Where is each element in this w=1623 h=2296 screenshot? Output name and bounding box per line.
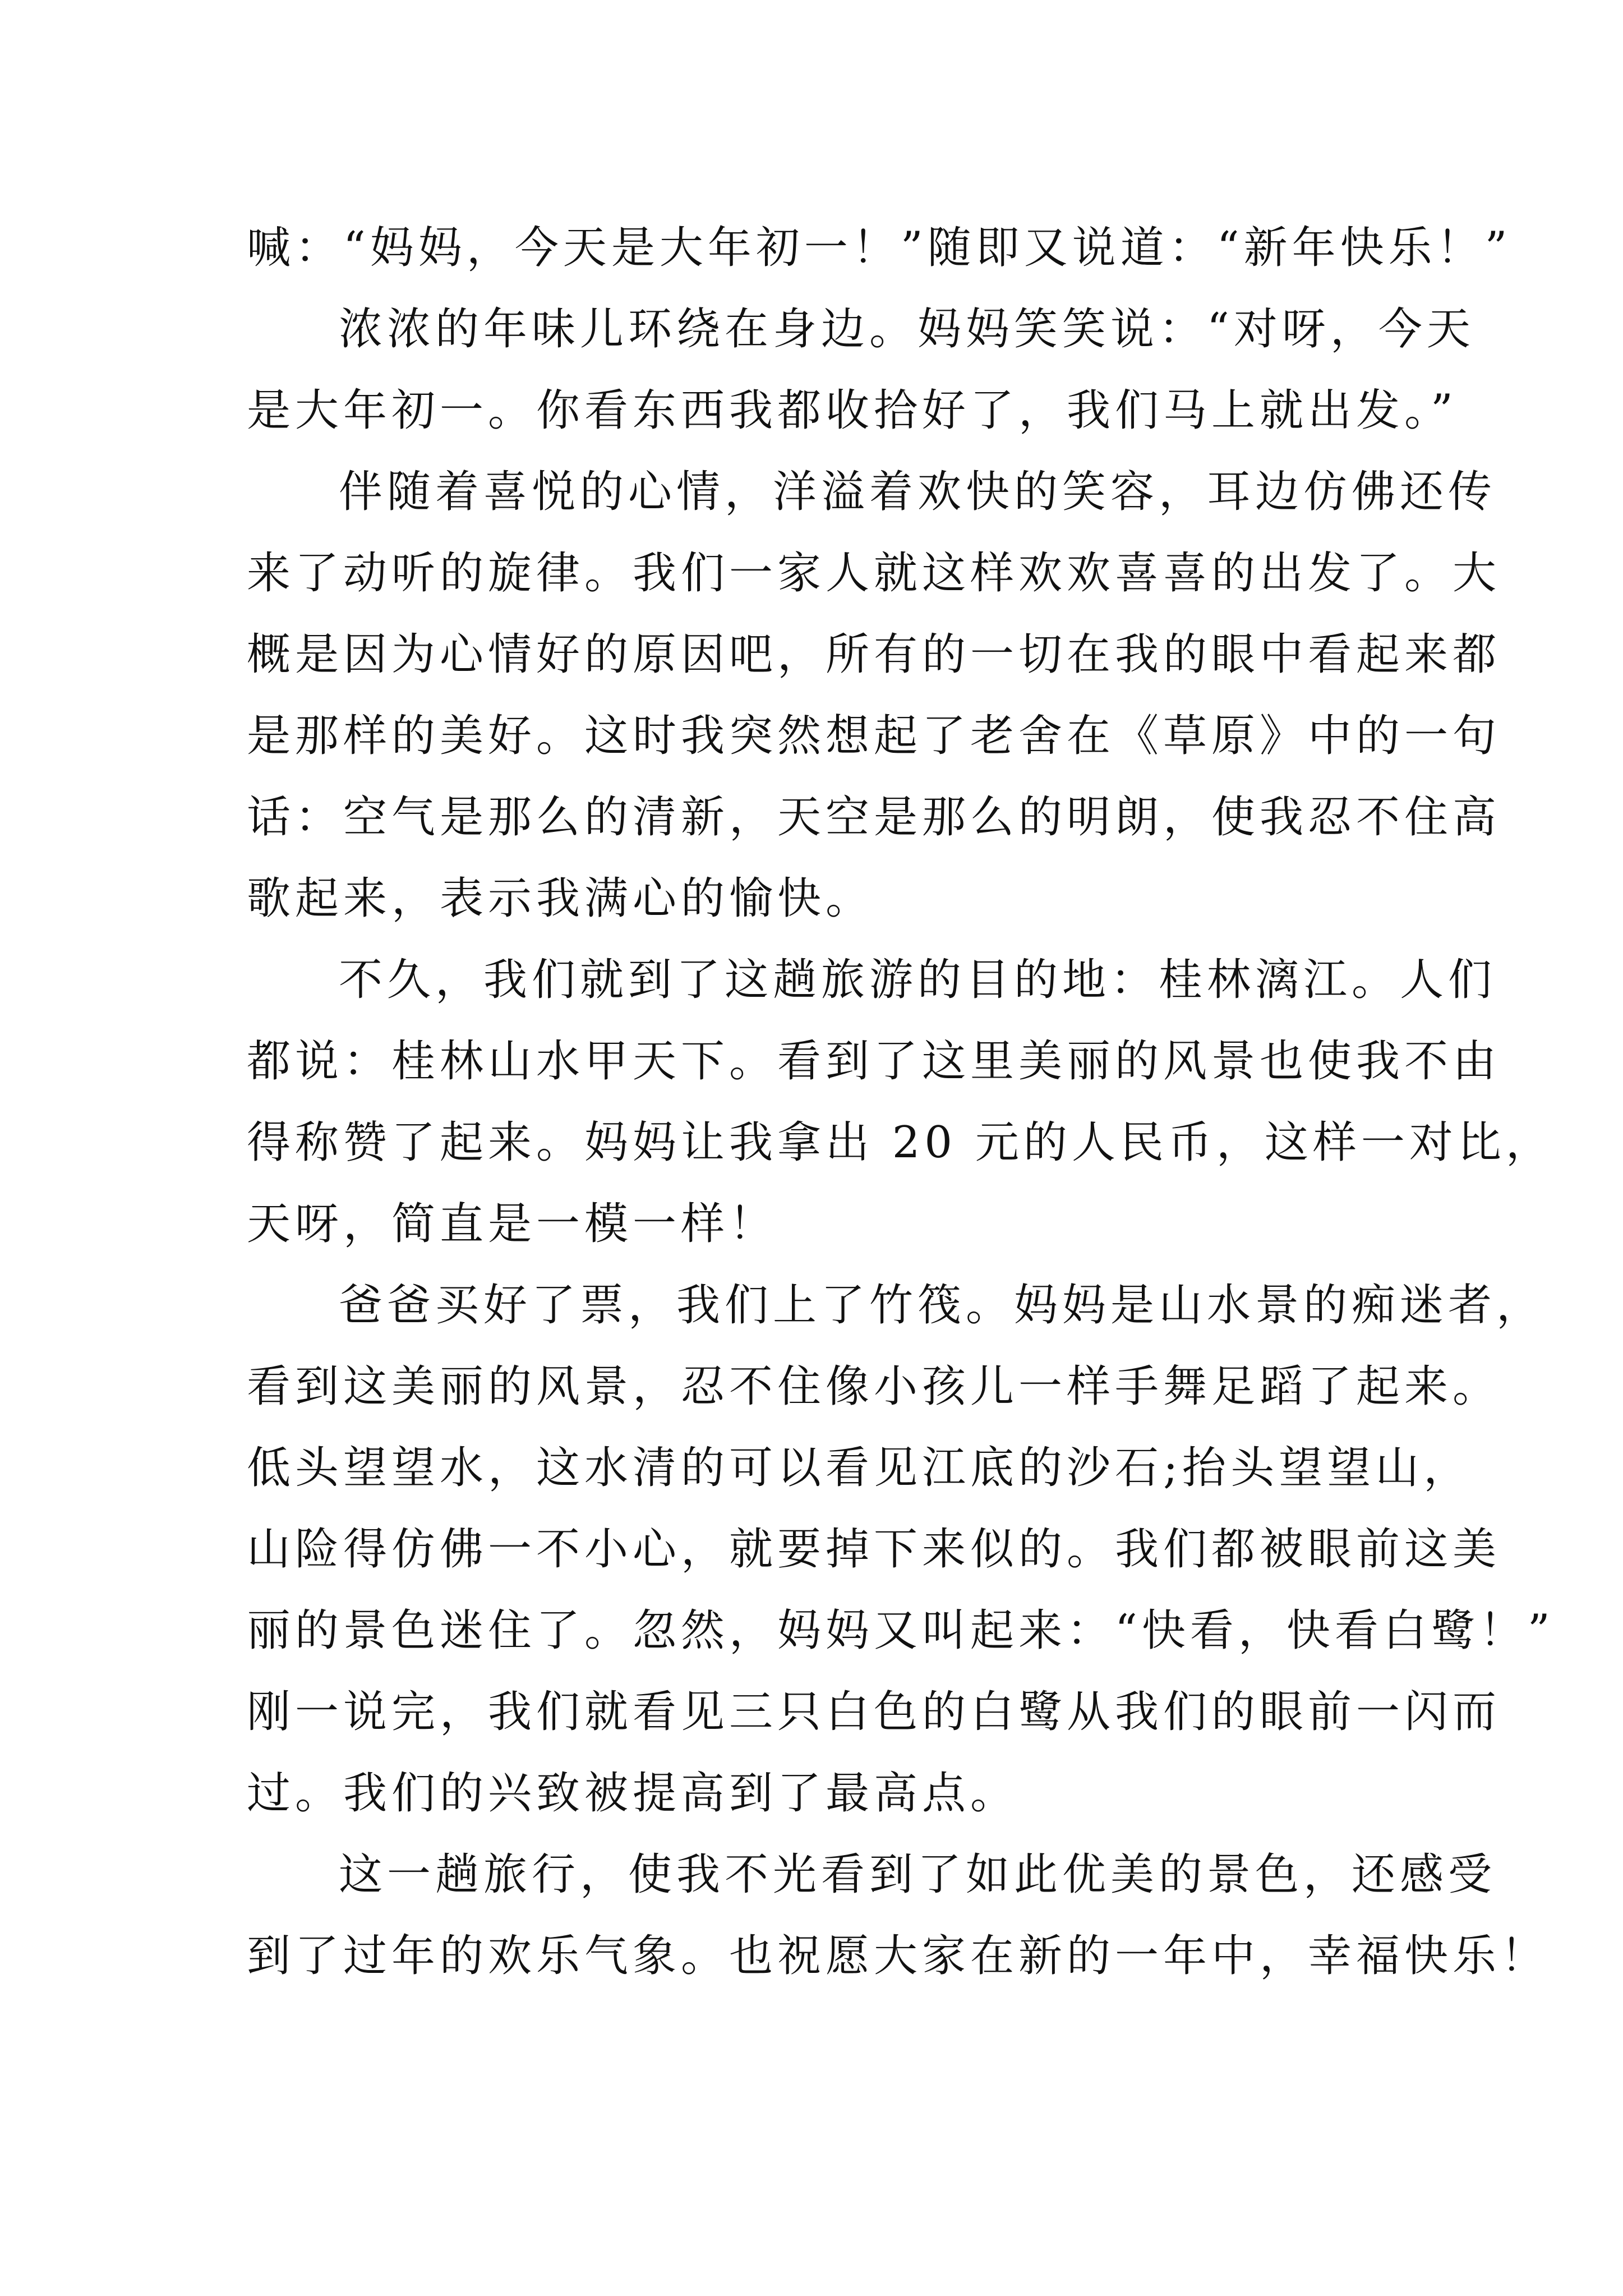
text-line: 喊：“妈妈，今天是大年初一！”随即又说道：“新年快乐！” — [247, 223, 1512, 273]
text-line: 概是因为心情好的原因吧，所有的一切在我的眼中看起来都 — [247, 629, 1501, 680]
text-line: 这一趟旅行，使我不光看到了如此优美的景色，还感受 — [339, 1849, 1497, 1900]
text-line: 是大年初一。你看东西我都收拾好了，我们马上就出发。” — [247, 385, 1458, 436]
text-line: 浓浓的年味儿环绕在身边。妈妈笑笑说：“对呀，今天 — [339, 304, 1475, 355]
text-line: 看到这美丽的风景，忍不住像小孩儿一样手舞足蹈了起来。 — [247, 1361, 1501, 1412]
text-line: 来了动听的旋律。我们一家人就这样欢欢喜喜的出发了。大 — [247, 548, 1501, 599]
text-line: 都说：桂林山水甲天下。看到了这里美丽的风景也使我不由 — [247, 1036, 1501, 1087]
text-line: 低头望望水，这水清的可以看见江底的沙石;抬头望望山， — [247, 1443, 1472, 1493]
text-line: 天呀，简直是一模一样！ — [247, 1199, 778, 1249]
text-line: 刚一说完，我们就看见三只白色的白鹭从我们的眼前一闪而 — [247, 1687, 1501, 1737]
text-line: 歌起来，表示我满心的愉快。 — [247, 873, 874, 924]
text-line: 爸爸买好了票，我们上了竹筏。妈妈是山水景的痴迷者， — [339, 1280, 1545, 1331]
text-line: 伴随着喜悦的心情，洋溢着欢快的笑容，耳边仿佛还传 — [339, 467, 1497, 517]
essay-body — [247, 208, 1555, 1997]
text-line: 是那样的美好。这时我突然想起了老舍在《草原》中的一句 — [247, 711, 1501, 761]
text-line: 话：空气是那么的清新，天空是那么的明朗，使我忍不住高 — [247, 792, 1501, 843]
text-line: 过。我们的兴致被提高到了最高点。 — [247, 1768, 1019, 1819]
text-line: 丽的景色迷住了。忽然，妈妈又叫起来：“快看，快看白鹭！” — [247, 1605, 1555, 1656]
text-line: 不久，我们就到了这趟旅游的目的地：桂林漓江。人们 — [339, 955, 1497, 1005]
text-line: 得称赞了起来。妈妈让我拿出 20 元的人民币，这样一对比， — [247, 1117, 1554, 1168]
text-line: 山险得仿佛一不小心，就要掉下来似的。我们都被眼前这美 — [247, 1524, 1501, 1575]
text-line: 到了过年的欢乐气象。也祝愿大家在新的一年中，幸福快乐！ — [247, 1931, 1550, 1981]
